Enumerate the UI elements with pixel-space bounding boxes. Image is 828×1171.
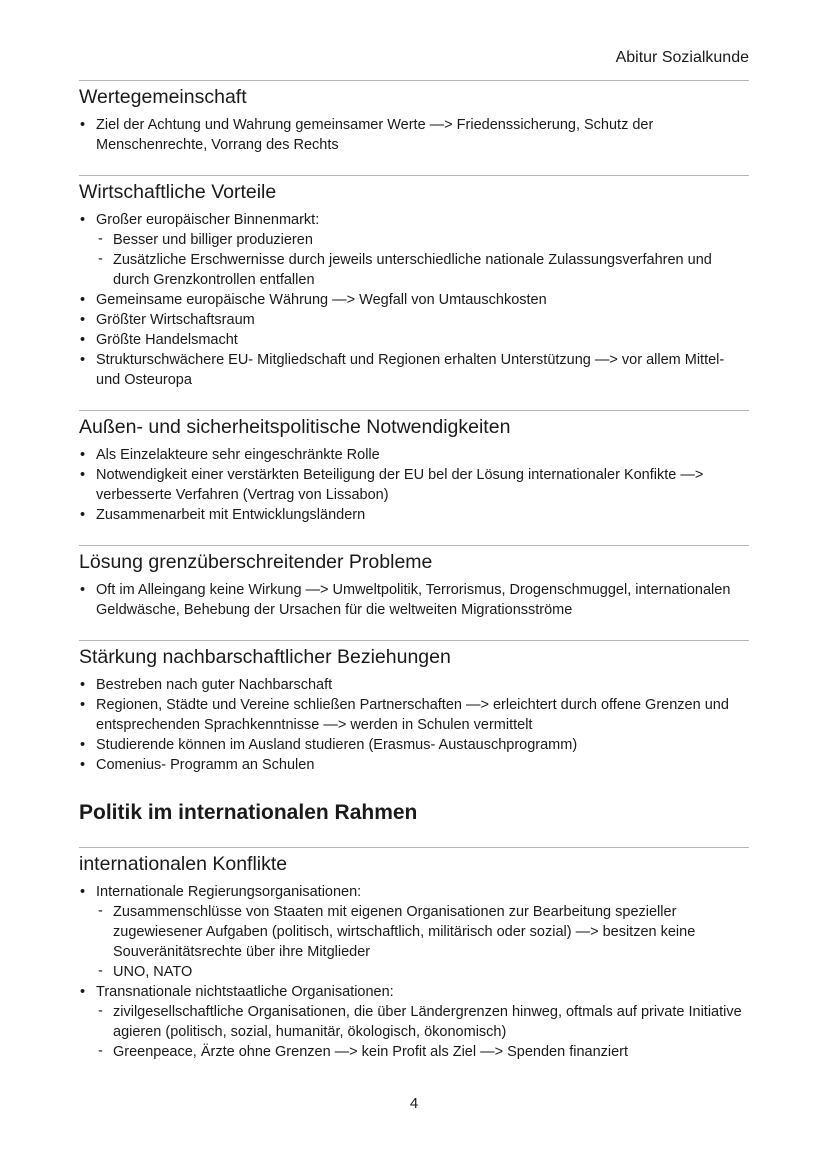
bullet-text: Ziel der Achtung und Wahrung gemeinsamer Werte —> Friedenssicherung, Schutz der Menschenrechte, Vorrang des Rechts (96, 117, 654, 153)
bullet-list (79, 675, 749, 775)
bullet-item (79, 350, 749, 390)
sub-list (96, 1002, 749, 1062)
sub-item: - Zusammenschlüsse von Staaten mit eigenen Organisationen zur Bearbeitung spezieller zugewiesener Aufgaben (politisch, wirtschaftlich, militärisch oder sozial) —> besitzen keine Souveränitätsrechte über ihre Mitglieder (96, 902, 749, 962)
section-heading: Lösung grenzüberschreitender Probleme (79, 551, 433, 573)
sub-list (96, 902, 749, 982)
bullet-text: Größter Wirtschaftsraum (96, 312, 255, 328)
section (79, 640, 749, 775)
bullet-item (79, 580, 749, 620)
bullet-text: Studierende können im Ausland studieren (Erasmus- Austauschprogramm) (96, 737, 578, 753)
bullet-item (79, 675, 749, 695)
bullet-list (79, 882, 749, 1062)
bullet-text: Zusammenarbeit mit Entwicklungsländern (96, 507, 366, 523)
bullet-item (79, 882, 749, 982)
sections-bottom (79, 847, 749, 1062)
bullet-item (79, 755, 749, 775)
bullet-list (79, 210, 749, 390)
sub-item: - zivilgesellschaftliche Organisationen, die über Ländergrenzen hinweg, oftmals auf private Initiative agieren (politisch, sozial, humanitär, ökologisch, ökonomisch) (96, 1002, 749, 1042)
bullet-list (79, 115, 749, 155)
bullet-item (79, 115, 749, 155)
section (79, 847, 749, 1062)
bullet-text: Als Einzelakteure sehr eingeschränkte Rolle (96, 447, 380, 463)
bullet-text: Größte Handelsmacht (96, 332, 238, 348)
bullet-list (79, 580, 749, 620)
bullet-text: Gemeinsame europäische Währung —> Wegfall von Umtauschkosten (96, 292, 547, 308)
sections-top (79, 80, 749, 775)
section (79, 545, 749, 620)
bullet-item (79, 210, 749, 290)
bullet-text: Internationale Regierungsorganisationen: (96, 884, 362, 900)
section (79, 410, 749, 525)
section-spacer (79, 390, 749, 410)
chapter-title: Politik im internationalen Rahmen (79, 801, 418, 824)
bullet-item (79, 982, 749, 1062)
section-heading: Außen- und sicherheitspolitische Notwendigkeiten (79, 416, 511, 438)
section-heading: Wertegemeinschaft (79, 86, 247, 108)
bullet-item (79, 290, 749, 310)
sub-item: - Zusätzliche Erschwernisse durch jeweils unterschiedliche nationale Zulassungsverfahren und durch Grenzkontrollen entfallen (96, 250, 749, 290)
section-spacer (79, 620, 749, 640)
sub-list (96, 230, 749, 290)
section-heading: Wirtschaftliche Vorteile (79, 181, 277, 203)
section-spacer (79, 155, 749, 175)
bullet-item (79, 735, 749, 755)
bullet-item (79, 310, 749, 330)
section-spacer (79, 525, 749, 545)
section (79, 175, 749, 390)
bullet-item (79, 330, 749, 350)
bullet-text: Notwendigkeit einer verstärkten Beteiligung der EU bel der Lösung internationaler Konfikte —> verbesserte Verfahren (Vertrag von Lissabon) (96, 467, 704, 503)
bullet-text: Bestreben nach guter Nachbarschaft (96, 677, 333, 693)
bullet-text: Strukturschwächere EU- Mitgliedschaft und Regionen erhalten Unterstützung —> vor allem Mittel- und Osteuropa (96, 352, 725, 388)
section-heading: internationalen Konflikte (79, 853, 288, 875)
bullet-text: Comenius- Programm an Schulen (96, 757, 315, 773)
bullet-list (79, 445, 749, 525)
bullet-text: Großer europäischer Binnenmarkt: (96, 212, 320, 228)
document-body (79, 80, 749, 1062)
bullet-item (79, 445, 749, 465)
bullet-text: Regionen, Städte und Vereine schließen Partnerschaften —> erleichtert durch offene Grenzen und entsprechenden Sprachkenntnisse —> werden in Schulen vermittelt (96, 697, 729, 733)
bullet-item (79, 465, 749, 505)
section-heading: Stärkung nachbarschaftlicher Beziehungen (79, 646, 451, 668)
bullet-item (79, 505, 749, 525)
section (79, 80, 749, 155)
sub-item: - Greenpeace, Ärzte ohne Grenzen —> kein Profit als Ziel —> Spenden finanziert (96, 1042, 749, 1062)
bullet-item (79, 695, 749, 735)
page-number: 4 (409, 1095, 419, 1112)
bullet-text: Transnationale nichtstaatliche Organisationen: (96, 984, 394, 1000)
sub-item: - Besser und billiger produzieren (96, 230, 749, 250)
sub-item: - UNO, NATO (96, 962, 749, 982)
bullet-text: Oft im Alleingang keine Wirkung —> Umweltpolitik, Terrorismus, Drogenschmuggel, internationalen Geldwäsche, Behebung der Ursachen für die weltweiten Migrationsströme (96, 582, 731, 618)
page-header-title: Abitur Sozialkunde (615, 49, 749, 66)
